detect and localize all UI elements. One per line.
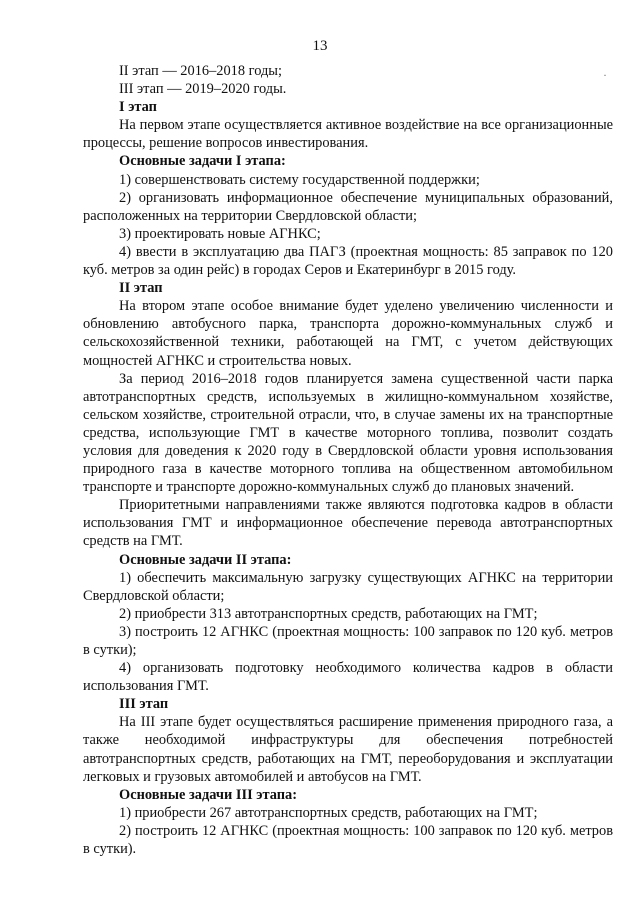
paragraph: II этап — 2016–2018 годы;: [119, 63, 282, 79]
paragraph: 1) обеспечить максимальную загрузку существующих АГНКС на территории Свердловской области;: [83, 569, 613, 604]
paragraph: 2) построить 12 АГНКС (проектная мощность: 100 заправок по 120 куб. метров в сутки).: [83, 822, 613, 858]
document-body: [83, 62, 613, 858]
paragraph: 2) организовать информационное обеспечение муниципальных образований, расположенных на территории Свердловской области;: [83, 189, 613, 224]
paragraph: 3) проектировать новые АГНКС;: [119, 225, 321, 242]
paragraph: За период 2016–2018 годов планируется замена существенной части парка автотранспортных средств, используемых в жилищно-коммунальном хозяйстве, сельском хозяйстве, строительной отрасли, что, в случае замены их на транспортные средства, использующие ГМТ в качестве моторного топлива, позволит создать условия для доведения к 2020 году в Свердловской области уровня использования природного газа в качестве моторного топлива на общественном автомобильном транспорте и транспорте дорожно-коммунальных служб до плановых значений.: [83, 370, 613, 496]
paragraph: На первом этапе осуществляется активное воздействие на все организационные процессы, решение вопросов инвестирования.: [83, 117, 613, 152]
paragraph: 4) ввести в эксплуатацию два ПАГЗ (проектная мощность: 85 заправок по 120 куб. метров за один рейс) в городах Серов и Екатеринбург в 2015 году.: [83, 243, 613, 279]
paragraph: 1) приобрести 267 автотранспортных средств, работающих на ГМТ;: [119, 804, 538, 821]
paragraph: III этап — 2019–2020 годы.: [119, 81, 287, 98]
section-heading: Основные задачи I этапа:: [119, 153, 286, 170]
paragraph: 4) организовать подготовку необходимого количества кадров в области использования ГМТ.: [83, 660, 613, 695]
section-heading: II этап: [119, 280, 163, 297]
paragraph: 3) построить 12 АГНКС (проектная мощность: 100 заправок по 120 куб. метров в сутки);: [83, 623, 613, 658]
section-heading: Основные задачи II этапа:: [119, 551, 292, 568]
paragraph: 2) приобрести 313 автотранспортных средств, работающих на ГМТ;: [119, 605, 538, 622]
section-heading: III этап: [119, 696, 169, 713]
section-heading: Основные задачи III этапа:: [119, 786, 298, 803]
page-number: 13: [312, 38, 328, 54]
section-heading: I этап: [119, 99, 157, 116]
paragraph: На III этапе будет осуществляться расширение применения природного газа, а также необходимой инфраструктуры для обеспечения потребностей автотранспортных средств, работающих на ГМТ, переоборудования и эксплуатации легковых и грузовых автомобилей и автобусов на ГМТ.: [83, 714, 613, 785]
paragraph: 1) совершенствовать систему государственной поддержки;: [119, 171, 480, 188]
paragraph: На втором этапе особое внимание будет уделено увеличению численности и обновлению автобусного парка, транспорта дорожно-коммунальных служб и сельскохозяйственной техники, работающей на ГМТ, с учетом действующих мощностей АГНКС и строительства новых.: [83, 298, 613, 369]
paragraph: Приоритетными направлениями также являются подготовка кадров в области использования ГМТ и информационное обеспечение перевода автотранспортных средств на ГМТ.: [83, 497, 613, 550]
margin-mark: ·: [603, 68, 607, 82]
